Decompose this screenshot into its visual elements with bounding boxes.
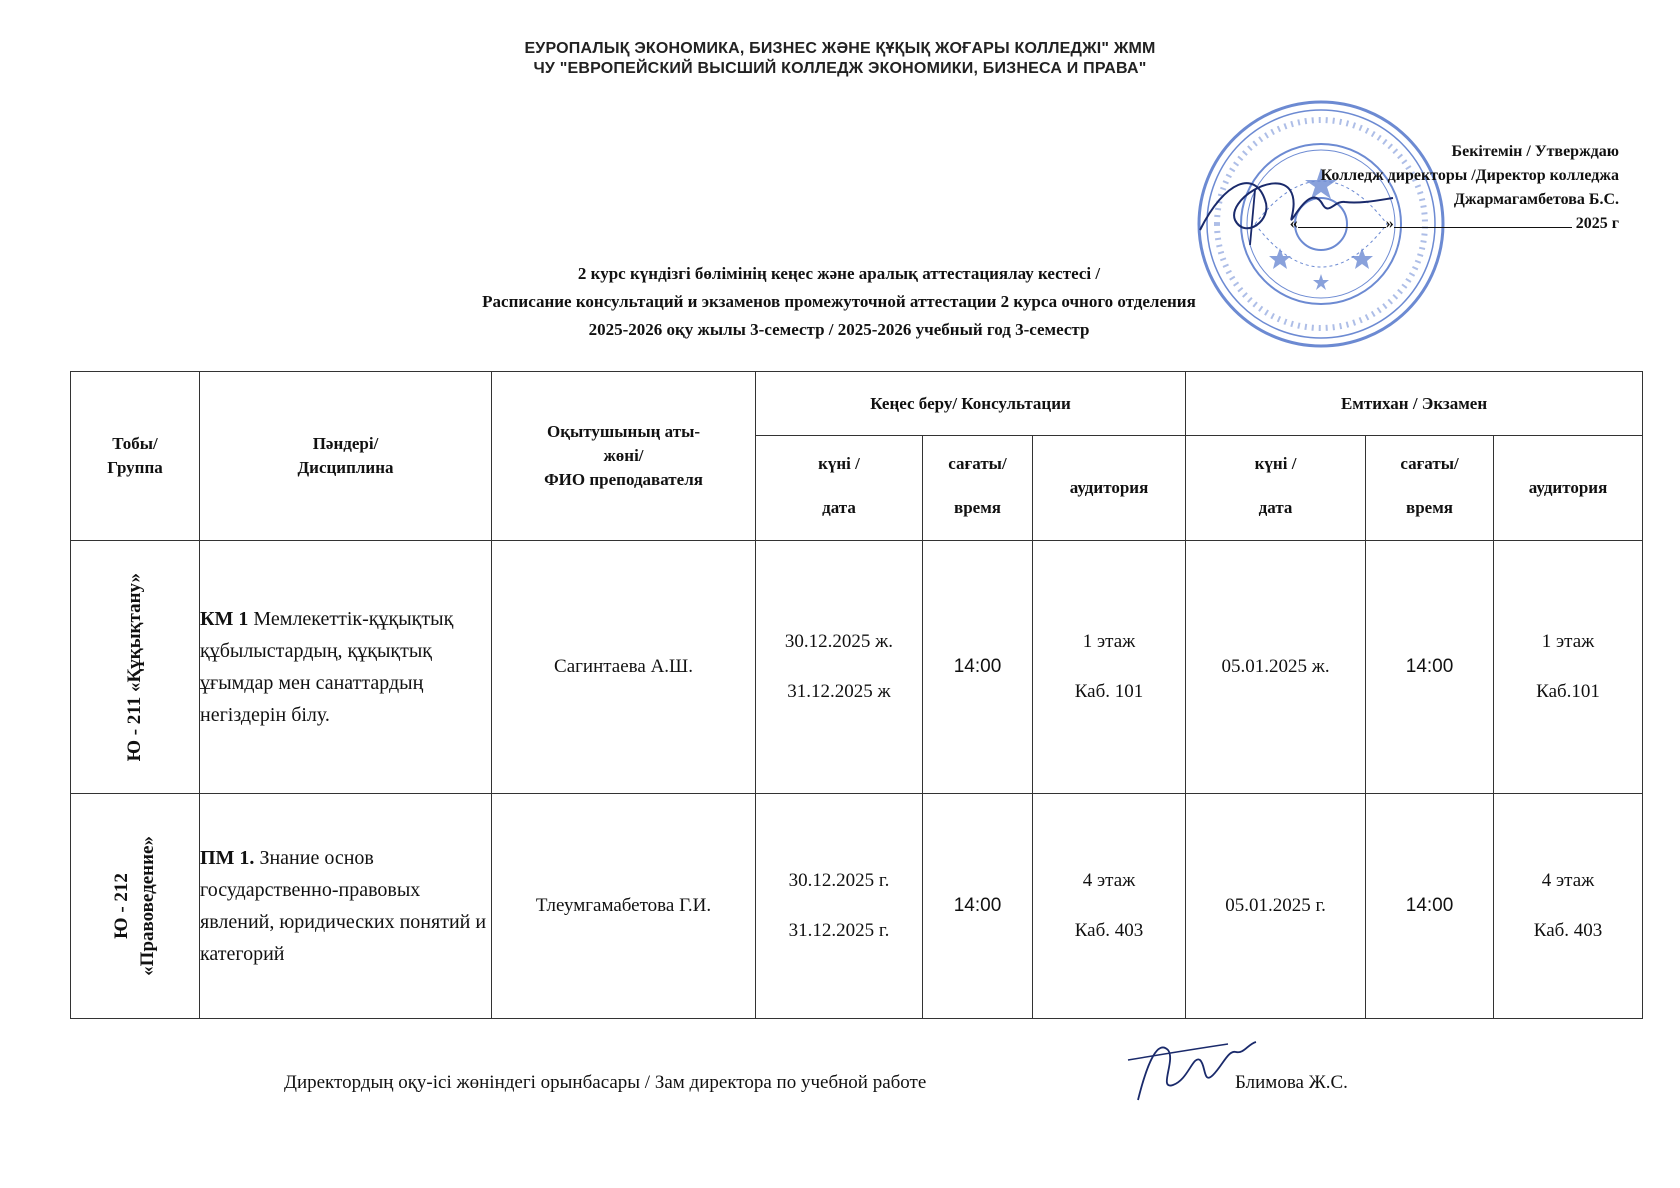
exam-time-cell: 14:00 (1366, 794, 1494, 1019)
exam-cabinet: Каб.101 (1536, 681, 1600, 702)
approval-line-approve: Бекітемін / Утверждаю (1451, 143, 1619, 160)
college-name-kz: ЕУРОПАЛЫҚ ЭКОНОМИКА, БИЗНЕС ЖӘНЕ ҚҰҚЫҚ ЖОҒАРЫ КОЛЛЕДЖІ" ЖММ (524, 40, 1156, 57)
teacher-cell: Тлеумгамабетова Г.И. (492, 794, 756, 1019)
consult-date-2: 31.12.2025 г. (788, 920, 890, 941)
group-name: Ю - 211 «Құқықтану» (124, 572, 145, 762)
header-consult-date (756, 436, 923, 541)
header-time-kz: сағаты/ (948, 454, 1007, 473)
group-specialty: «Правоведение» (137, 836, 158, 976)
exam-date-cell: 05.01.2025 ж. (1186, 541, 1366, 794)
header-date-kz: күні / (818, 454, 860, 473)
discipline-code: КМ 1 (200, 608, 249, 630)
table-row (71, 541, 1643, 794)
discipline-cell (200, 541, 492, 794)
consult-room-cell (1033, 794, 1186, 1019)
discipline-code: ПМ 1. (200, 847, 255, 869)
discipline-cell (200, 794, 492, 1019)
header-discipline-kz: Пәндері/ (312, 434, 379, 453)
header-date-kz: күні / (1254, 454, 1297, 473)
header-consult-time (923, 436, 1033, 541)
header-teacher-kz1: Оқытушының аты- (547, 422, 700, 441)
group-name (109, 836, 161, 976)
group-cell (71, 794, 200, 1019)
month-blank (1394, 212, 1572, 228)
header-consult-room: аудитория (1033, 436, 1186, 541)
title-ru: Расписание консультаций и экзаменов промежуточной аттестации 2 курса очного отделения (482, 292, 1196, 311)
header-time-ru: время (954, 498, 1001, 517)
consult-room-cell (1033, 541, 1186, 794)
approval-line-director: Колледж директоры /Директор колледжа (1320, 167, 1619, 184)
consult-floor: 4 этаж (1082, 870, 1136, 891)
teacher-cell: Сагинтаева А.Ш. (492, 541, 756, 794)
consult-date-1: 30.12.2025 ж. (784, 631, 894, 652)
header-exam-date (1186, 436, 1366, 541)
header-group-ru: Группа (107, 458, 163, 477)
consult-date-2: 31.12.2025 ж (787, 681, 891, 702)
header-discipline (200, 372, 492, 541)
header-discipline-ru: Дисциплина (297, 458, 394, 477)
approval-block (1290, 140, 1619, 236)
title-kz: 2 курс күндізгі бөлімінің кеңес және аралық аттестациялау кестесі / (577, 264, 1101, 283)
consult-floor: 1 этаж (1082, 631, 1136, 652)
deputy-name: Блимова Ж.С. (1235, 1072, 1348, 1093)
header-time-ru: время (1406, 498, 1454, 517)
consult-date-cell (756, 541, 923, 794)
college-name-ru: ЧУ "ЕВРОПЕЙСКИЙ ВЫСШИЙ КОЛЛЕДЖ ЭКОНОМИКИ, БИЗНЕСА И ПРАВА" (533, 60, 1147, 77)
discipline-text: Знание основ государственно-правовых явлений, юридических понятий и категорий (200, 847, 487, 965)
header-group (71, 372, 200, 541)
header-time-kz: сағаты/ (1400, 454, 1459, 473)
header-date-ru: дата (822, 498, 856, 517)
approval-date-line (1290, 212, 1619, 236)
open-quote: « (1289, 215, 1298, 232)
exam-cabinet: Каб. 403 (1533, 920, 1603, 941)
header-consultations: Кеңес беру/ Консультации (756, 372, 1186, 436)
header-exam-time (1366, 436, 1494, 541)
deputy-label: Директордың оқу-ісі жөніндегі орынбасары / Зам директора по учебной работе (284, 1072, 927, 1093)
deputy-signature (1118, 1030, 1258, 1110)
consult-date-cell (756, 794, 923, 1019)
header-group-kz: Тобы/ (112, 434, 158, 453)
exam-room-cell (1494, 541, 1643, 794)
day-blank (1298, 212, 1386, 228)
schedule-table (70, 371, 1643, 1019)
consult-time-cell: 14:00 (923, 794, 1033, 1019)
title-year: 2025-2026 оқу жылы 3-семестр / 2025-2026 учебный год 3-семестр (588, 320, 1090, 339)
header-teacher (492, 372, 756, 541)
header-exam: Емтихан / Экзамен (1186, 372, 1643, 436)
exam-date-cell: 05.01.2025 г. (1186, 794, 1366, 1019)
approval-year: 2025 г (1575, 215, 1619, 232)
exam-time-cell: 14:00 (1366, 541, 1494, 794)
table-row (71, 794, 1643, 1019)
exam-floor: 4 этаж (1541, 870, 1595, 891)
header-date-ru: дата (1258, 498, 1293, 517)
consult-date-1: 30.12.2025 г. (788, 870, 890, 891)
header-teacher-kz2: жөні/ (603, 446, 644, 465)
header-teacher-ru: ФИО преподавателя (544, 470, 703, 489)
group-code: Ю - 212 (111, 873, 132, 939)
exam-room-cell (1494, 794, 1643, 1019)
consult-cabinet: Каб. 101 (1074, 681, 1144, 702)
document-title (0, 260, 1680, 344)
close-quote: » (1385, 215, 1394, 232)
group-cell (71, 541, 200, 794)
discipline-text: Мемлекеттік-құқықтық құбылыстардың, құқықтық ұғымдар мен санаттардың негіздерін білу. (200, 608, 454, 726)
exam-floor: 1 этаж (1541, 631, 1595, 652)
consult-time-cell: 14:00 (923, 541, 1033, 794)
header-exam-room: аудитория (1494, 436, 1643, 541)
approval-line-name: Джармагамбетова Б.С. (1453, 191, 1619, 208)
consult-cabinet: Каб. 403 (1074, 920, 1144, 941)
